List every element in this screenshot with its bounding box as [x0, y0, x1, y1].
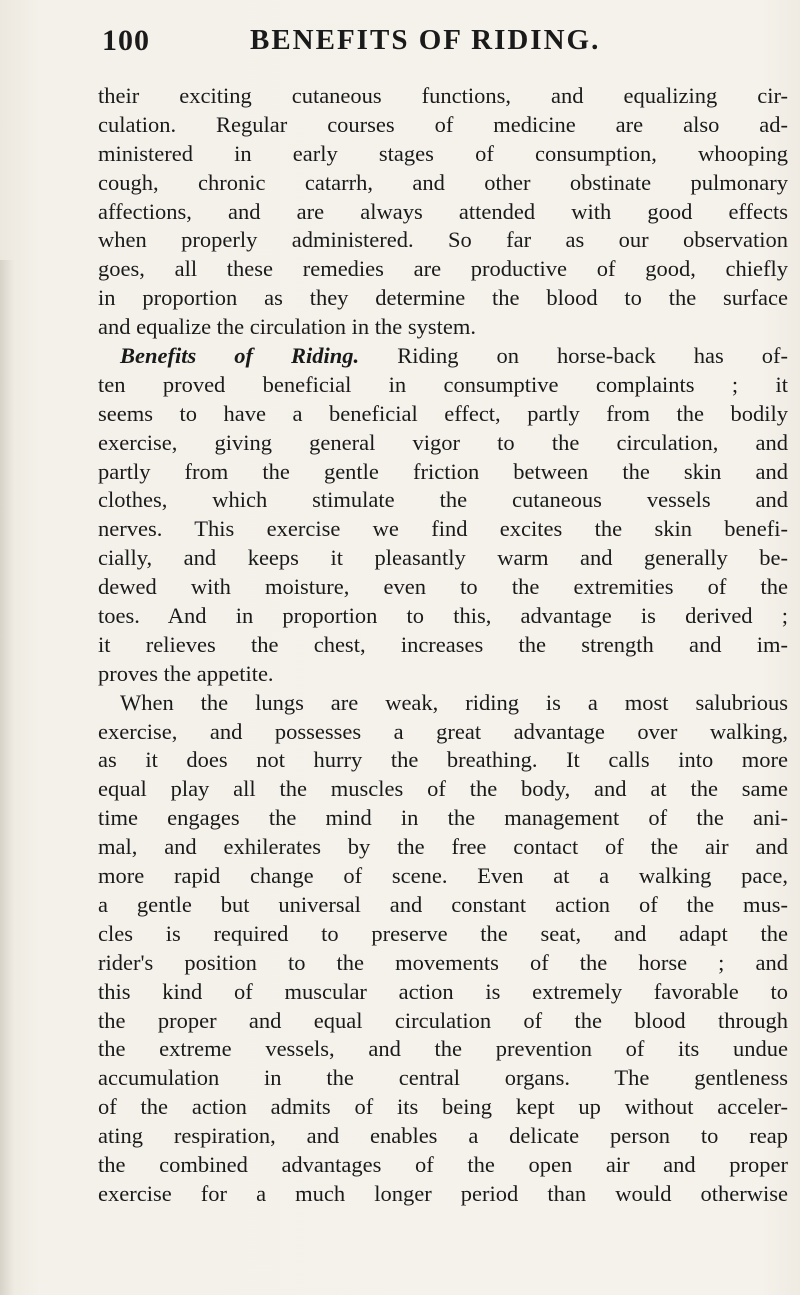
running-title: BENEFITS OF RIDING.	[250, 24, 601, 56]
text-line: and equalize the circulation in the system.	[98, 314, 476, 340]
running-head	[102, 24, 722, 64]
text-line: their exciting cutaneous functions, and equalizing cir-	[98, 83, 788, 108]
section-heading: Benefits of Riding.	[120, 343, 360, 369]
text-line: exercise, and possesses a great advantage over walking,	[98, 718, 788, 744]
text-line: cles is required to preserve the seat, and adapt the	[98, 920, 788, 946]
text-line-continuation: Riding on horse-back has of-	[397, 343, 788, 369]
text-line: nerves. This exercise we find excites the skin benefi-	[98, 516, 788, 542]
text-line: cially, and keeps it pleasantly warm and generally be-	[98, 545, 788, 571]
text-line: cough, chronic catarrh, and other obstinate pulmonary	[98, 169, 788, 195]
body-text	[98, 82, 788, 1209]
text-line: mal, and exhilerates by the free contact of the air and	[98, 834, 788, 860]
text-line: the extreme vessels, and the prevention of its undue	[98, 1036, 788, 1062]
text-line: accumulation in the central organs. The gentleness	[98, 1065, 788, 1091]
text-line: this kind of muscular action is extremely favorable to	[98, 978, 788, 1004]
text-line: culation. Regular courses of medicine are also ad-	[98, 111, 788, 137]
text-line: the proper and equal circulation of the blood through	[98, 1007, 788, 1033]
text-line: affections, and are always attended with good effects	[98, 198, 788, 224]
text-line: of the action admits of its being kept up without acceler-	[98, 1094, 788, 1120]
text-line: seems to have a beneficial effect, partly from the bodily	[98, 400, 788, 426]
text-line: partly from the gentle friction between the skin and	[98, 458, 788, 484]
page-number: 100	[102, 24, 150, 57]
text-line: ten proved beneficial in consumptive complaints ; it	[98, 371, 788, 397]
text-line: toes. And in proportion to this, advantage is derived ;	[98, 603, 788, 629]
page-gutter-shadow	[0, 260, 14, 1295]
text-line: time engages the mind in the management of the ani-	[98, 805, 788, 831]
text-line: goes, all these remedies are productive of good, chiefly	[98, 256, 788, 282]
text-line: exercise for a much longer period than would otherwise	[98, 1180, 788, 1206]
text-line: when properly administered. So far as our observation	[98, 227, 788, 253]
text-line: in proportion as they determine the blood to the surface	[98, 285, 788, 311]
text-line: the combined advantages of the open air and proper	[98, 1151, 788, 1177]
text-line: clothes, which stimulate the cutaneous vessels and	[98, 487, 788, 513]
text-line: more rapid change of scene. Even at a walking pace,	[98, 863, 788, 889]
text-line: a gentle but universal and constant action of the mus-	[98, 891, 788, 917]
text-line: exercise, giving general vigor to the circulation, and	[98, 429, 788, 455]
text-line: equal play all the muscles of the body, and at the same	[98, 776, 788, 802]
text-line: ministered in early stages of consumption, whooping	[98, 140, 788, 166]
text-line: as it does not hurry the breathing. It calls into more	[98, 747, 788, 773]
text-line: dewed with moisture, even to the extremities of the	[98, 574, 788, 600]
text-line: ating respiration, and enables a delicate person to reap	[98, 1123, 788, 1149]
section-heading-line	[98, 342, 788, 371]
text-line: proves the appetite.	[98, 660, 274, 686]
text-line: When the lungs are weak, riding is a most salubrious	[120, 689, 788, 715]
text-line: rider's position to the movements of the horse ; and	[98, 949, 788, 975]
text-line: it relieves the chest, increases the strength and im-	[98, 631, 788, 657]
